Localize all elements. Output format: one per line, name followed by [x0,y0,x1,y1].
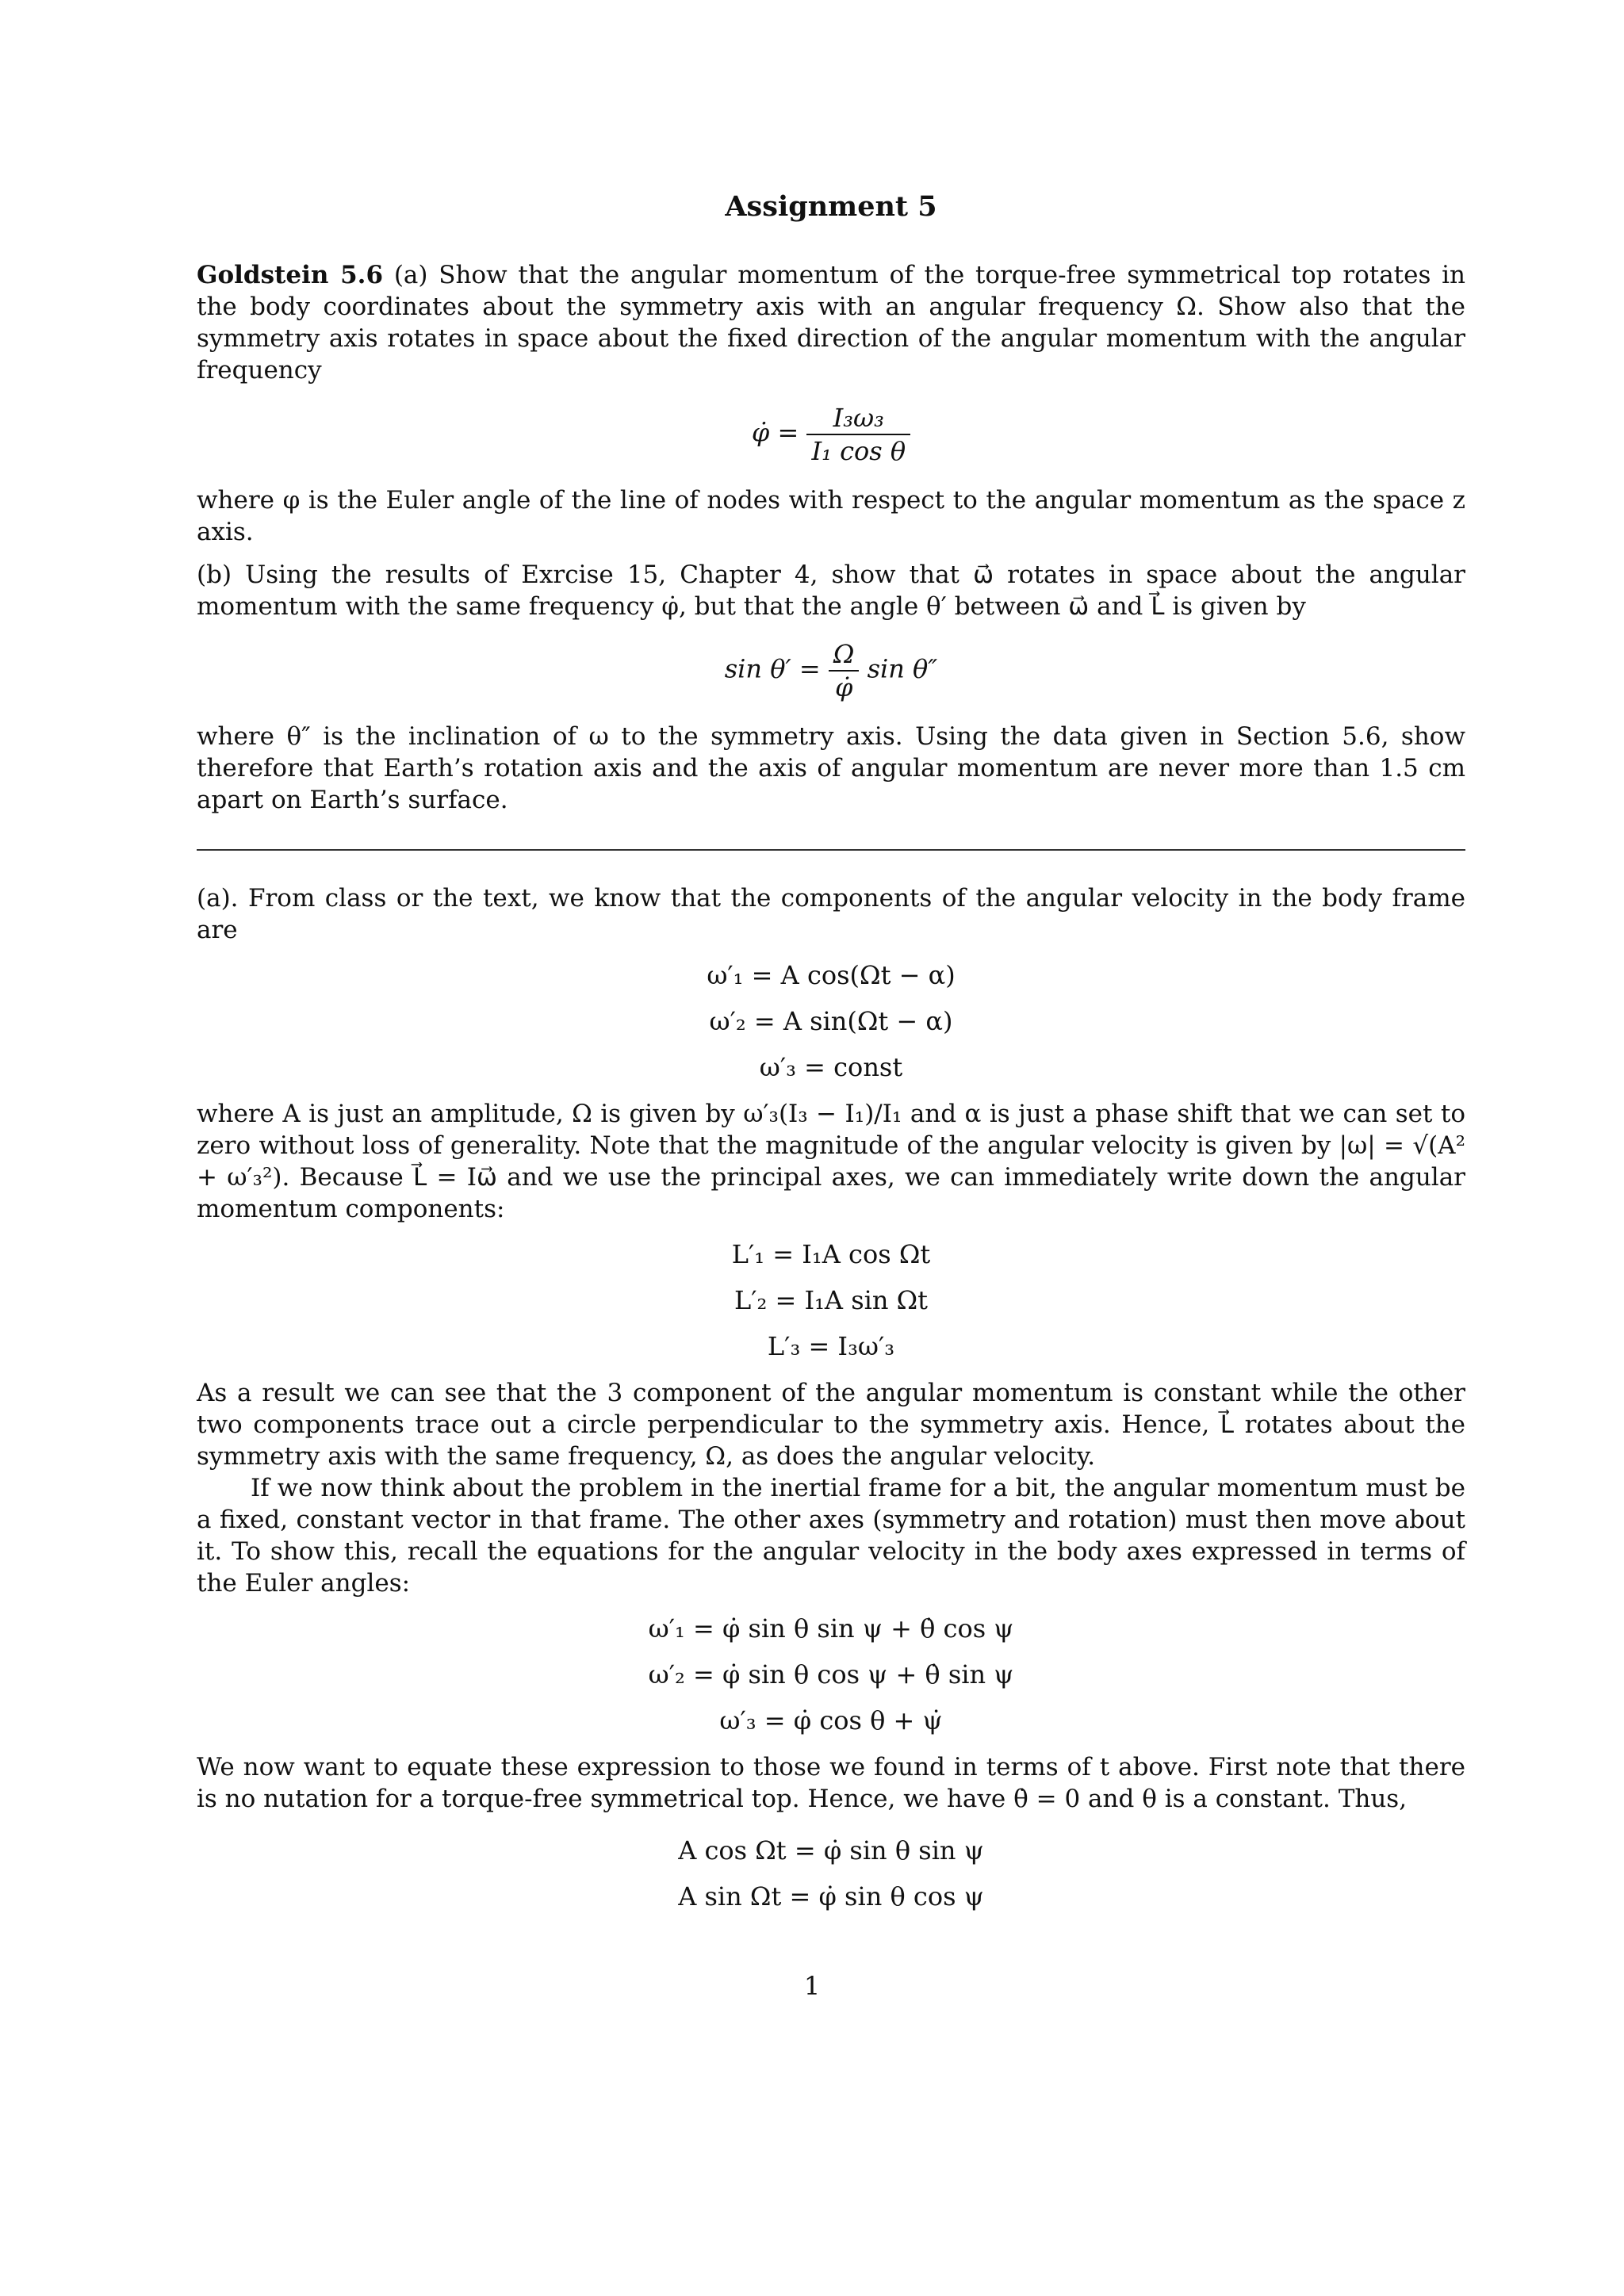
equation-sin-theta-prime [197,638,1465,703]
section-divider [197,849,1465,851]
final-equation: A cos Ωt = φ̇ sin θ sin ψ [678,1835,984,1866]
euler-equation: ω′₃ = φ̇ cos θ + ψ̇ [719,1705,943,1735]
problem-part-a-text: (a) Show that the angular momentum of the torque-free symmetrical top rotates in the body coordinates about the symmetry axis with an angular frequency Ω. Show also that the symmetry axis rotates in space about the fixed direction of the angular momentum with the angular frequency [197,261,1466,385]
omega-equation: ω′₂ = A sin(Ωt − α) [709,1006,953,1036]
solution-paragraph-4: We now want to equate these expression to those we found in terms of t above. First note that there is no nutation for a torque-free symmetrical top. Hence, we have θ̇ = 0 and θ is a constant. Thus, [197,1753,1465,1813]
page-number: 1 [803,1971,821,2001]
solution-paragraph-3: If we now think about the problem in the inertial frame for a bit, the angular momentum must be a fixed, constant vector in that frame. The other axes (symmetry and rotation) must then move about it. To show this, recall the equations for the angular velocity in the body axes expressed in terms of the Euler angles: [197,1474,1465,1598]
problem-statement-a [197,259,1465,386]
angular-momentum-equation: L′₁ = I₁A cos Ωt [731,1239,931,1269]
final-equation: A sin Ωt = φ̇ sin θ cos ψ [678,1881,984,1911]
angular-momentum-equations [197,1231,1465,1369]
problem-label: Goldstein 5.6 [197,261,384,289]
equation-sin-theta-lhs: sin θ′ = [724,653,821,684]
page-title: Assignment 5 [725,190,937,223]
angular-momentum-equation: L′₂ = I₁A sin Ωt [733,1285,929,1315]
omega-equation: ω′₃ = const [759,1052,903,1082]
fraction-denominator: φ̇ [834,672,853,702]
solution-paragraph-1: where A is just an amplitude, Ω is given by ω′₃(I₃ − I₁)/I₁ and α is just a phase shift that we can set to zero without loss of generality. Note that the magnitude of the angular velocity is given by |ω| = √(A² + ω′₃²). Because L⃗ = Iω⃗ and we use the principal axes, we can immediately write down the angular momentum components: [197,1100,1465,1223]
angular-momentum-equation: L′₃ = I₃ω′₃ [767,1331,895,1361]
problem-statement-b: (b) Using the results of Exrcise 15, Chapter 4, show that ω⃗ rotates in space about the angular momentum with the same frequency φ̇, but that the angle θ′ between ω⃗ and L⃗ is given by [197,561,1465,621]
omega-equations [197,952,1465,1090]
fraction-numerator: I₃ω₃ [806,402,910,435]
solution-intro: (a). From class or the text, we know that the components of the angular velocity in the body frame are [197,884,1465,944]
final-equations [197,1827,1465,1919]
equation-sin-theta-fraction [829,638,860,703]
problem-text-after-eq1: where φ is the Euler angle of the line of nodes with respect to the angular momentum as the space z axis. [197,486,1465,546]
equation-phi-dot-fraction [806,402,910,467]
problem-text-after-eq2: where θ″ is the inclination of ω to the symmetry axis. Using the data given in Section 5.6, show therefore that Earth’s rotation axis and the axis of angular momentum are never more than 1.5 cm apart on Earth’s surface. [197,722,1465,814]
equation-sin-theta-rhs: sin θ″ [867,653,938,684]
equation-phi-dot-lhs: φ̇ = [751,417,799,448]
euler-equation: ω′₂ = φ̇ sin θ cos ψ + θ̇ sin ψ [648,1659,1014,1689]
euler-equation: ω′₁ = φ̇ sin θ sin ψ + θ̇ cos ψ [648,1613,1014,1644]
fraction-denominator: I₁ cos θ [811,436,906,466]
euler-angle-equations [197,1605,1465,1743]
omega-equation: ω′₁ = A cos(Ωt − α) [707,960,956,990]
document-page [197,190,1465,1934]
fraction-numerator: Ω [829,638,860,672]
solution-paragraph-2: As a result we can see that the 3 component of the angular momentum is constant while the other two components trace out a circle perpendicular to the symmetry axis. Hence, L⃗ rotates about the symmetry axis with the same frequency, Ω, as does the angular velocity. [197,1379,1465,1471]
equation-phi-dot [197,402,1465,467]
